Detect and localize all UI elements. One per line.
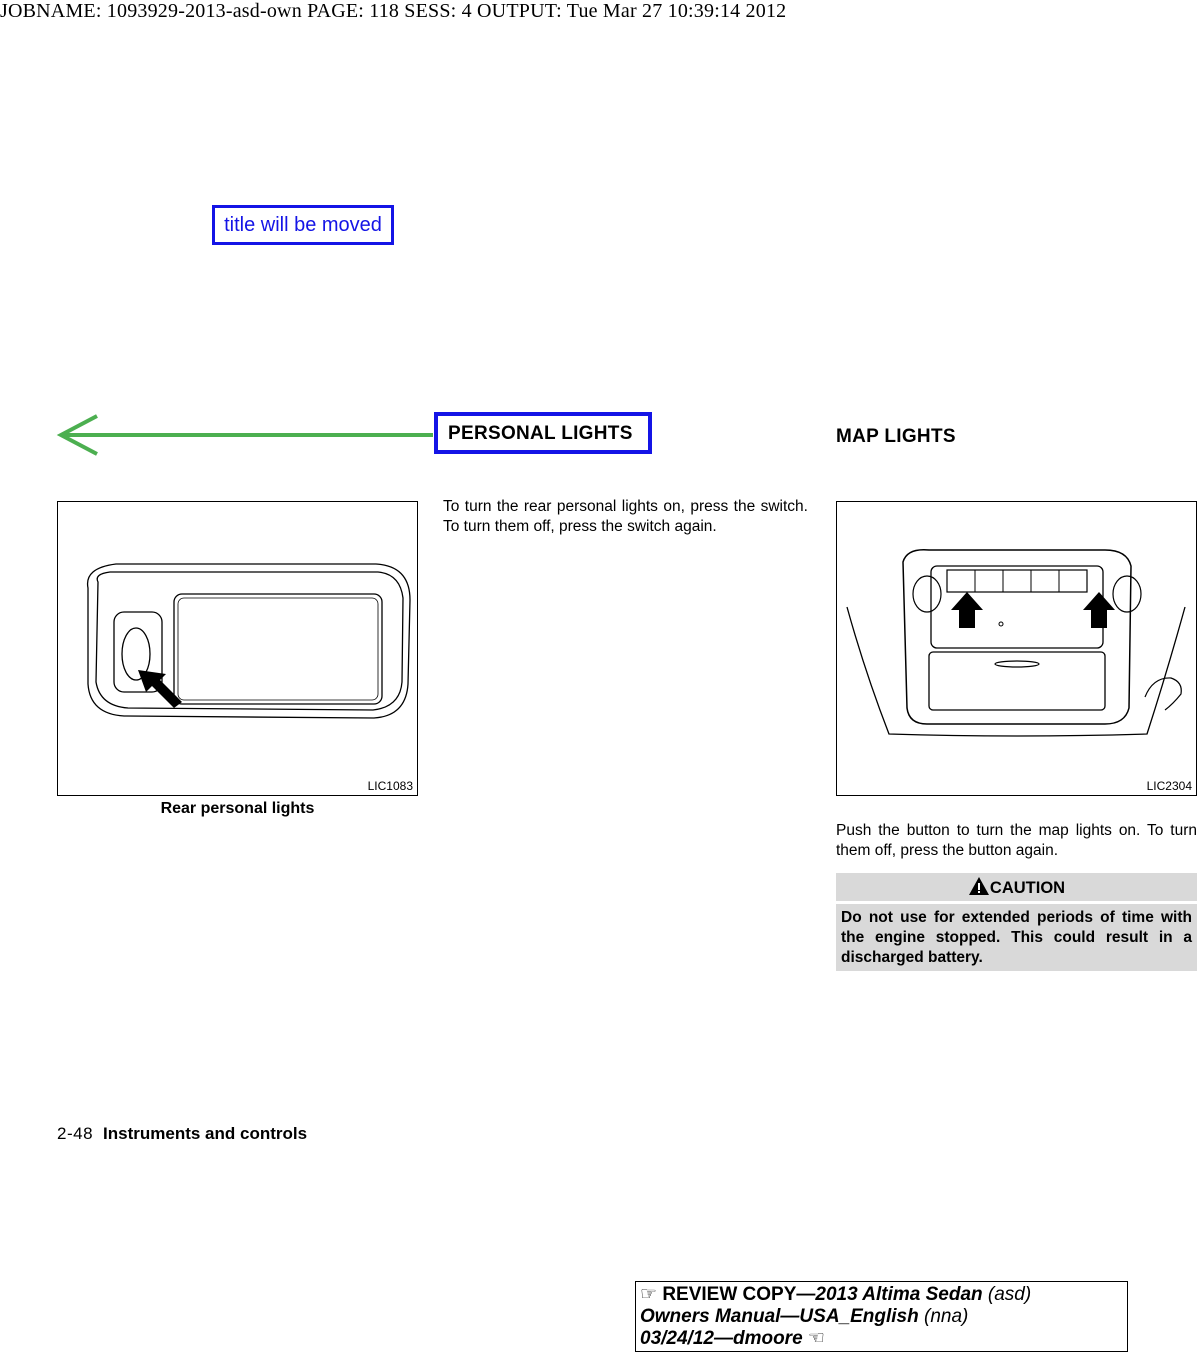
pointing-hand-icon: ☞ xyxy=(640,1284,658,1305)
caution-text: Do not use for extended periods of time with the engine stopped. This could result in a discharged battery. xyxy=(836,904,1197,971)
move-note-text: title will be moved xyxy=(224,214,382,236)
page-footer xyxy=(57,1124,307,1144)
move-arrow-icon xyxy=(55,412,435,458)
caution-title: CAUTION xyxy=(989,879,1066,897)
review-line-3 xyxy=(640,1328,1123,1350)
manual-code: (nna) xyxy=(924,1306,969,1327)
figure-code-lic1083: LIC1083 xyxy=(367,779,413,793)
manual-name: Owners Manual—USA_English xyxy=(640,1306,919,1327)
model-code: (asd) xyxy=(987,1284,1032,1305)
map-lights-figure xyxy=(836,501,1197,796)
rear-personal-lights-caption: Rear personal lights xyxy=(160,800,315,817)
map-light-console-illustration xyxy=(837,502,1196,795)
vehicle-model: 2013 Altima Sedan xyxy=(815,1284,983,1305)
personal-lights-text: To turn the rear personal lights on, press the switch. To turn them off, press the switch again. xyxy=(443,498,808,535)
warning-triangle-icon xyxy=(968,876,990,896)
map-lights-text: Push the button to turn the map lights on. To turn them off, press the button again. xyxy=(836,822,1197,859)
map-lights-heading: MAP LIGHTS xyxy=(836,426,956,447)
caution-header xyxy=(836,873,1197,901)
review-date: 03/24/12—dmoore xyxy=(640,1328,803,1349)
section-title: Instruments and controls xyxy=(103,1124,308,1143)
review-line-1 xyxy=(640,1284,1123,1306)
move-note-box xyxy=(212,205,394,245)
review-copy-label: REVIEW COPY— xyxy=(662,1284,816,1305)
figure-code-lic2304: LIC2304 xyxy=(1146,779,1192,793)
rear-personal-light-illustration xyxy=(58,502,417,795)
rear-personal-lights-figure xyxy=(57,501,418,796)
page-number: 2-48 xyxy=(57,1124,94,1143)
review-copy-box xyxy=(635,1281,1128,1352)
pointing-hand-left-icon: ☜ xyxy=(807,1328,825,1349)
personal-lights-heading: PERSONAL LIGHTS xyxy=(434,412,652,454)
review-line-2 xyxy=(640,1306,1123,1328)
job-header: JOBNAME: 1093929-2013-asd-own PAGE: 118 SESS: 4 OUTPUT: Tue Mar 27 10:39:14 2012 xyxy=(0,0,787,22)
